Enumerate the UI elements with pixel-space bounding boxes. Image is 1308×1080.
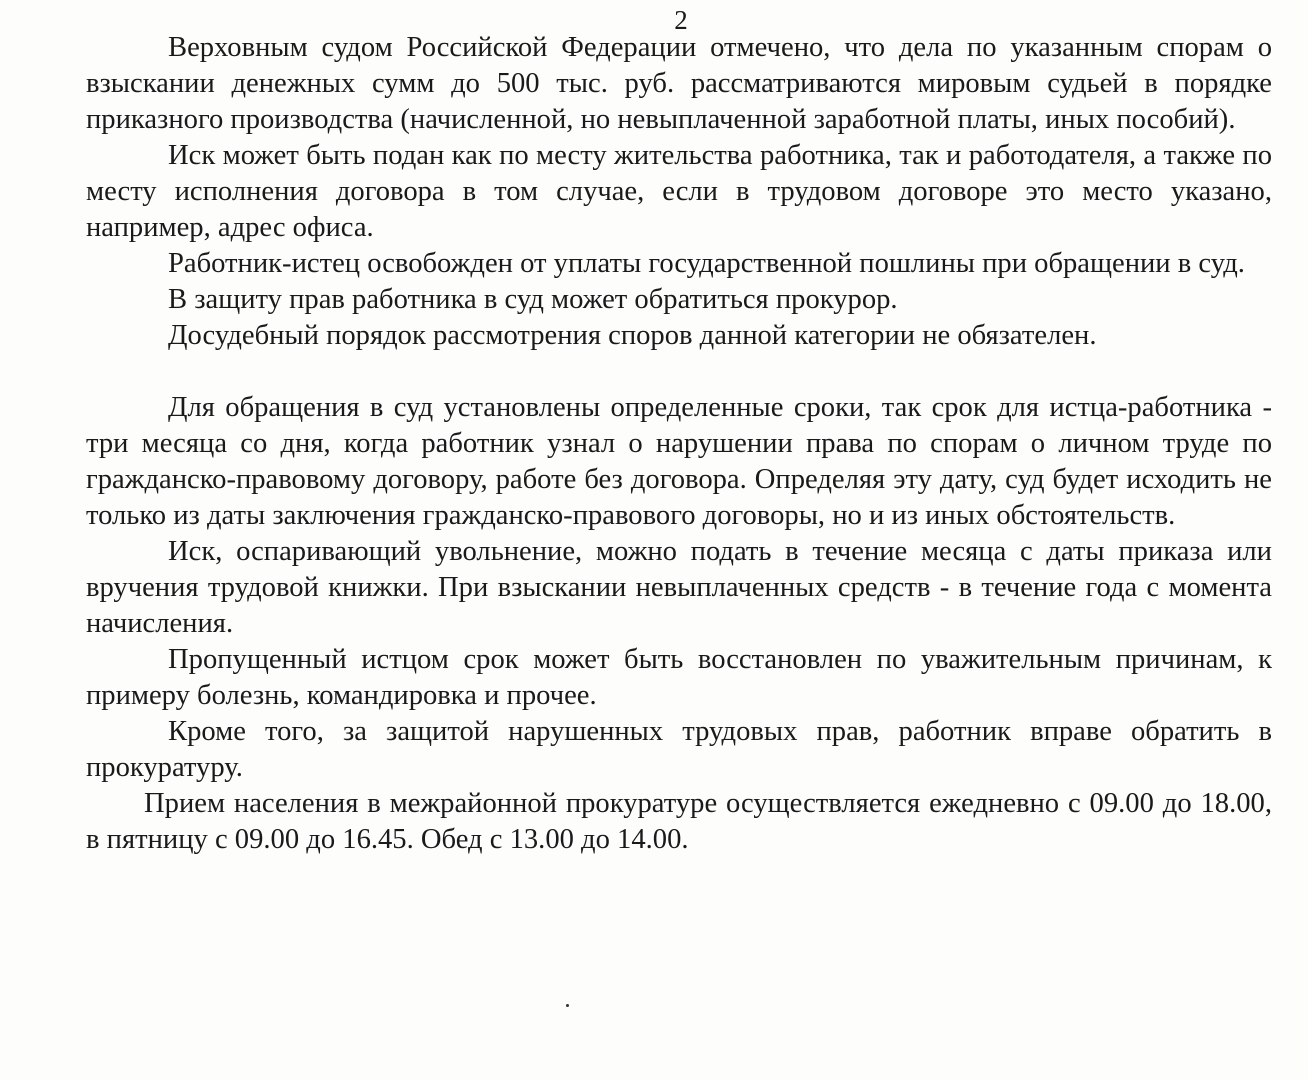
paragraph-pretrial: Досудебный порядок рассмотрения споров данной категории не обязателен. [168,320,1097,351]
paragraph-claim-jurisdiction: Иск может быть подан как по месту жительства работника, так и работодателя, а также по месту исполнения договора в том случае, если в трудовом договоре это место указано, например, адрес офиса. [86,140,1272,243]
paragraph-dismissal-claim: Иск, оспаривающий увольнение, можно подать в течение месяца с даты приказа или вручения трудовой книжки. При взыскании невыплаченных средств - в течение года с момента начисления. [86,536,1272,639]
paragraph-deadlines: Для обращения в суд установлены определенные сроки, так срок для истца-работника - три месяца со дня, когда работник узнал о нарушении права по спорам о личном труде по гражданско-правовому договору, работе без договора. Определяя эту дату, суд будет исходить не только из даты заключения гражданско-правового договоры, но и из иных обстоятельств. [86,392,1272,531]
paragraph-spacer [86,354,1272,390]
scan-speck [566,1004,569,1007]
paragraph-supreme-court: Верховным судом Российской Федерации отмечено, что дела по указанным спорам о взыскании денежных сумм до 500 тыс. руб. рассматриваются мировым судьей в порядке приказного производства (начисленной, но невыплаченной заработной платы, иных пособий). [86,32,1272,135]
page-number: 2 [674,5,688,35]
paragraph-prosecutor-office: Кроме того, за защитой нарушенных трудовых прав, работник вправе обратить в прокуратуру. [86,716,1272,783]
paragraph-missed-deadline: Пропущенный истцом срок может быть восстановлен по уважительным причинам, к примеру болезнь, командировка и прочее. [86,644,1272,711]
paragraph-fee-exemption: Работник-истец освобожден от уплаты государственной пошлины при обращении в суд. [168,248,1245,279]
paragraph-prosecutor: В защиту прав работника в суд может обратиться прокурор. [168,284,898,315]
document-body [86,30,1272,858]
paragraph-reception-hours: Прием населения в межрайонной прокуратуре осуществляется ежедневно с 09.00 до 18.00, в пятницу с 09.00 до 16.45. Обед с 13.00 до 14.00. [86,788,1272,855]
